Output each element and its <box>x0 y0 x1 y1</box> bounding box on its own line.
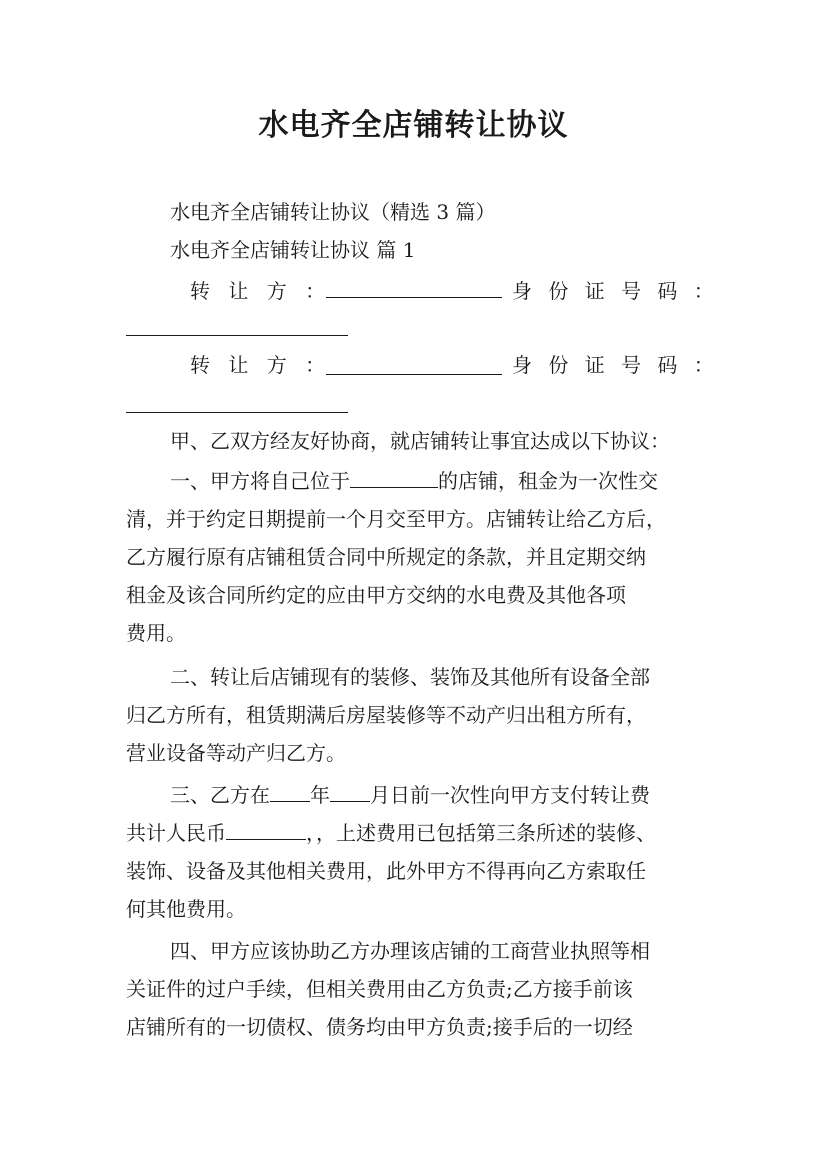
clause-text: ，，上述费用已包括第三条所述的装修、 <box>306 821 656 845</box>
id-number-label: 身 份 证 号 码 ： <box>512 279 719 303</box>
clause-text: 月日前一次性向甲方支付转让费 <box>370 783 650 807</box>
transferor-blank <box>326 296 502 298</box>
id-number-blank <box>126 334 348 336</box>
clause-2-line-3: 营业设备等动产归乙方。 <box>126 741 346 765</box>
clause-1-line-1 <box>170 462 658 500</box>
page-title: 水电齐全店铺转让协议 <box>258 108 569 143</box>
clause-4-line-1: 四、甲方应该协助乙方办理该店铺的工商营业执照等相 <box>170 939 650 963</box>
clause-1-line-3: 乙方履行原有店铺租赁合同中所规定的条款，并且定期交纳 <box>126 545 646 569</box>
clause-2-line-2: 归乙方所有，租赁期满后房屋装修等不动产归出租方所有， <box>126 703 646 727</box>
location-blank <box>350 463 438 488</box>
month-blank <box>330 777 370 802</box>
id-number-label-row-1 <box>512 272 719 310</box>
id-number-label-row-2 <box>512 346 719 384</box>
paragraph-intro: 甲、乙双方经友好协商，就店铺转让事宜达成以下协议： <box>170 429 670 453</box>
clause-4-line-3: 店铺所有的一切债权、债务均由甲方负责;接手后的一切经 <box>126 1015 633 1039</box>
transferor-label: 转 让 方 ： <box>190 279 332 303</box>
clause-text: 的店铺，租金为一次性交 <box>438 469 658 493</box>
clause-text: 共计人民币 <box>126 821 226 845</box>
transferor-blank <box>326 373 502 375</box>
clause-text: 一、甲方将自己位于 <box>170 469 350 493</box>
section-heading: 水电齐全店铺转让协议 篇 1 <box>170 238 416 262</box>
clause-1-line-5: 费用。 <box>126 621 186 645</box>
clause-3-line-2 <box>126 814 656 852</box>
clause-3-line-4: 何其他费用。 <box>126 897 246 921</box>
transferor-label: 转 让 方 ： <box>190 353 332 377</box>
amount-blank <box>226 815 306 840</box>
clause-text: 年 <box>310 783 330 807</box>
clause-3-line-3: 装饰、设备及其他相关费用，此外甲方不得再向乙方索取任 <box>126 859 646 883</box>
document-subtitle: 水电齐全店铺转让协议（精选 3 篇） <box>170 200 496 224</box>
clause-text: 三、乙方在 <box>170 783 270 807</box>
clause-2-line-1: 二、转让后店铺现有的装修、装饰及其他所有设备全部 <box>170 665 650 689</box>
clause-4-line-2: 关证件的过户手续，但相关费用由乙方负责;乙方接手前该 <box>126 977 633 1001</box>
clause-1-line-4: 租金及该合同所约定的应由甲方交纳的水电费及其他各项 <box>126 583 626 607</box>
clause-3-line-1 <box>170 776 650 814</box>
clause-1-line-2: 清，并于约定日期提前一个月交至甲方。店铺转让给乙方后， <box>126 507 666 531</box>
id-number-blank <box>126 411 348 413</box>
id-number-label: 身 份 证 号 码 ： <box>512 353 719 377</box>
year-blank <box>270 777 310 802</box>
